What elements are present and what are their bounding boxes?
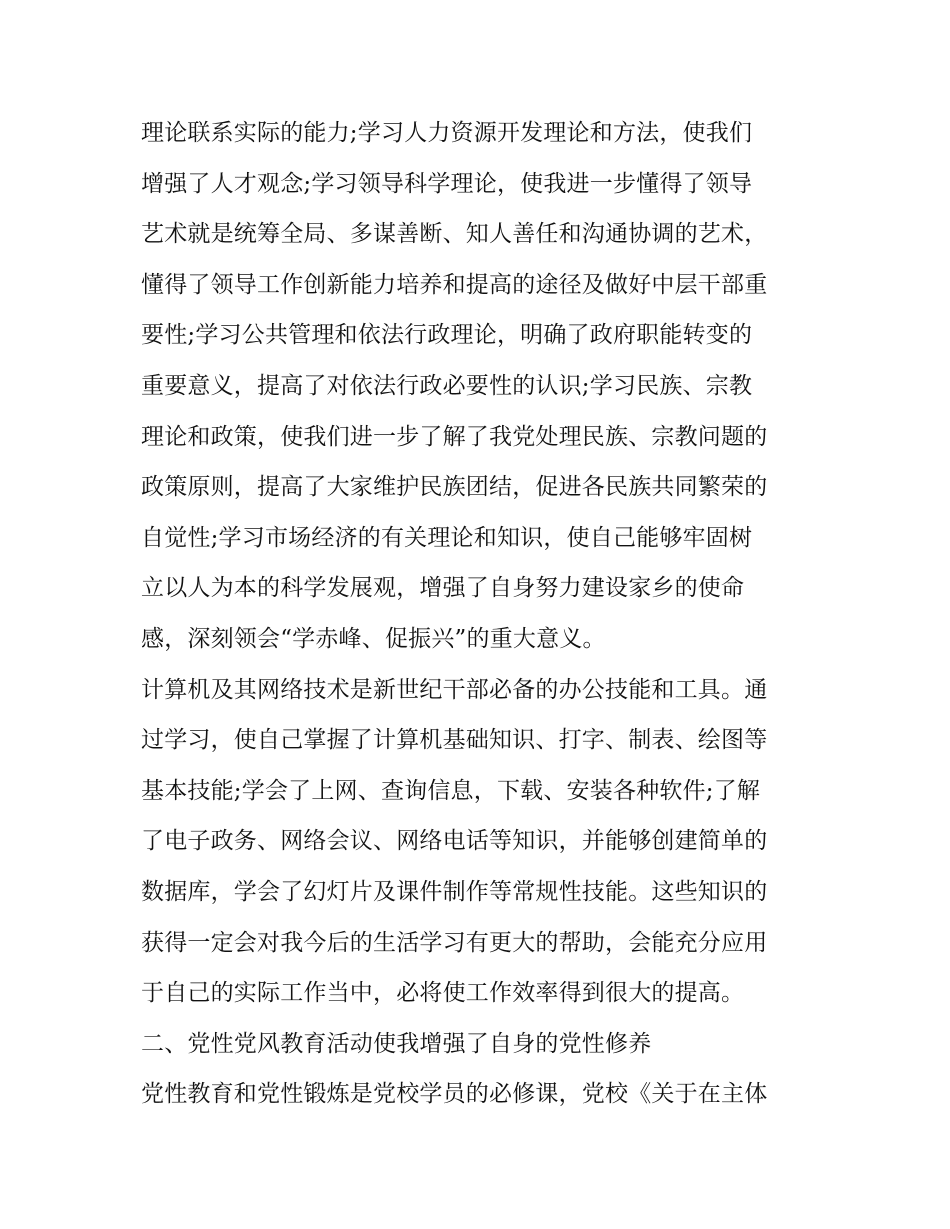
text-line: 过学习，使自己掌握了计算机基础知识、打字、制表、绘图等 [141,727,768,754]
document-body [141,108,821,1120]
text-line: 理论和政策，使我们进一步了解了我党处理民族、宗教问题的 [141,423,768,450]
text-line: 艺术就是统筹全局、多谋善断、知人善任和沟通协调的艺术， [141,221,768,248]
text-line: 重要意义，提高了对依法行政必要性的认识;学习民族、宗教 [141,372,753,399]
text-line: 计算机及其网络技术是新世纪干部必备的办公技能和工具。通 [141,676,768,703]
text-line: 数据库，学会了幻灯片及课件制作等常规性技能。这些知识的 [141,878,768,905]
text-line: 政策原则，提高了大家维护民族团结，促进各民族共同繁荣的 [141,474,768,501]
text-line: 自觉性;学习市场经济的有关理论和知识，使自己能够牢固树 [141,524,753,551]
text-line: 基本技能;学会了上网、查询信息，下载、安装各种软件;了解 [141,777,761,804]
text-line: 感，深刻领会“学赤峰、促振兴”的重大意义。 [141,625,606,652]
section-heading: 二、党性党风教育活动使我增强了自身的党性修养 [141,1030,652,1057]
text-line: 增强了人才观念;学习领导科学理论，使我进一步懂得了领导 [141,170,753,197]
text-line: 要性;学习公共管理和依法行政理论，明确了政府职能转变的 [141,322,753,349]
text-line: 立以人为本的科学发展观，增强了自身努力建设家乡的使命 [141,575,745,602]
text-line: 获得一定会对我今后的生活学习有更大的帮助，会能充分应用 [141,929,768,956]
text-line: 了电子政务、网络会议、网络电话等知识，并能够创建简单的 [141,828,768,855]
text-line: 理论联系实际的能力;学习人力资源开发理论和方法，使我们 [141,120,753,146]
text-line: 懂得了领导工作创新能力培养和提高的途径及做好中层干部重 [141,271,768,298]
text-line: 党性教育和党性锻炼是党校学员的必修课，党校《关于在主体 [141,1081,768,1108]
text-line: 于自己的实际工作当中，必将使工作效率得到很大的提高。 [141,980,745,1007]
